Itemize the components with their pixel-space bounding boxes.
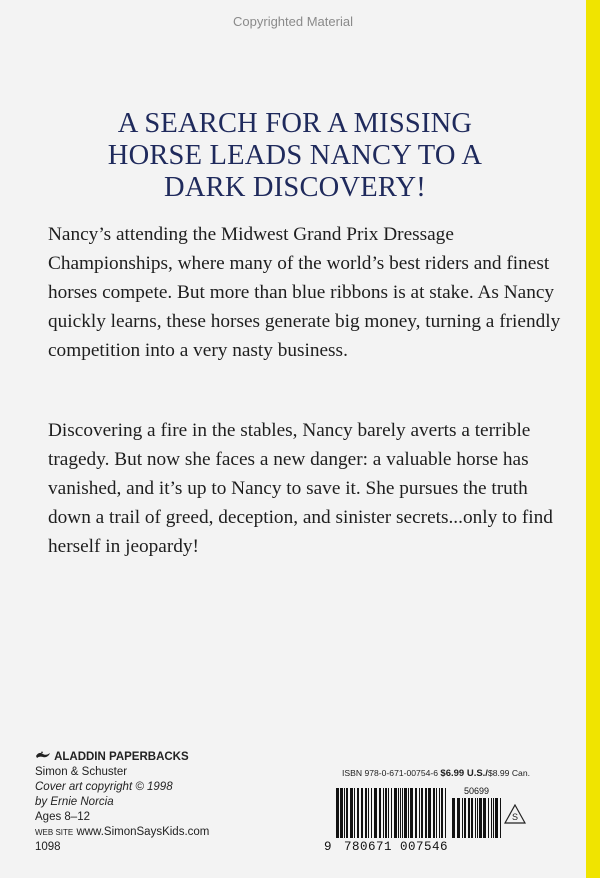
barcode-bar — [445, 788, 446, 838]
barcode-bar — [394, 788, 397, 838]
s-symbol: S — [511, 812, 519, 822]
description-paragraph-2: Discovering a fire in the stables, Nancy barely averts a terrible tragedy. But now she faces a new danger: a valuable horse has vanished, and it’s up to Nancy to save it. She pursues the truth down a trail of greed, deception, and sinister secrets...only to find herself in jeopardy! — [48, 420, 553, 557]
website-url: www.SimonSaysKids.com — [76, 826, 210, 838]
barcode-bar — [425, 788, 427, 838]
headline-line-2: HORSE LEADS NANCY TO A — [107, 140, 483, 171]
isbn-price-line — [342, 768, 582, 779]
barcode-bar — [475, 798, 476, 838]
barcode-bar — [464, 798, 466, 838]
barcode-bar — [344, 788, 345, 838]
warning-triangle-icon — [504, 804, 526, 824]
barcode-bar — [493, 798, 494, 838]
barcode-bar — [462, 798, 463, 838]
age-range: Ages 8–12 — [35, 811, 90, 823]
barcode-bar — [398, 788, 399, 838]
barcode-bar — [408, 788, 409, 838]
headline-line-3: DARK DISCOVERY! — [164, 172, 426, 203]
barcode-bar — [483, 798, 486, 838]
print-code: 1098 — [35, 841, 61, 853]
barcode-bar — [357, 788, 359, 838]
price-us: $6.99 U.S./ — [440, 768, 488, 779]
barcode-bar — [441, 788, 443, 838]
yellow-edge-strip — [586, 0, 600, 878]
barcode-bar — [391, 788, 392, 838]
barcode-bar — [402, 788, 403, 838]
cover-art-credit-2: by Ernie Norcia — [35, 796, 114, 808]
barcode-bar — [385, 788, 387, 838]
barcode-bar — [468, 798, 470, 838]
barcode-bar — [374, 788, 377, 838]
barcode-bar — [488, 798, 489, 838]
barcode-bar — [340, 788, 343, 838]
website-label: WEB SITE — [35, 828, 74, 837]
barcode-bar — [410, 788, 413, 838]
aladdin-lamp-icon — [35, 751, 54, 763]
barcode-bar — [452, 798, 455, 838]
barcode-digits: 780671 007546 — [344, 840, 449, 854]
headline — [60, 108, 530, 204]
publisher-name: Simon & Schuster — [35, 766, 128, 778]
barcode-bar — [361, 788, 363, 838]
addon-barcode-bars — [452, 798, 504, 842]
isbn-number: ISBN 978-0-671-00754-6 — [342, 768, 439, 778]
barcode-bar — [428, 788, 431, 838]
barcode-bar — [371, 788, 372, 838]
barcode-bar — [404, 788, 407, 838]
publisher-info — [35, 750, 285, 855]
ean-barcode-bars — [336, 788, 448, 844]
barcode-bar — [346, 788, 348, 838]
barcode-bar — [439, 788, 440, 838]
barcode-bar — [433, 788, 435, 838]
barcode-bar — [400, 788, 401, 838]
cover-art-credit-1: Cover art copyright © 1998 — [35, 781, 173, 793]
barcode-bar — [495, 798, 498, 838]
barcode-bar — [350, 788, 353, 838]
barcode-lead-digit: 9 — [324, 840, 332, 854]
barcode — [324, 780, 534, 855]
barcode-bar — [500, 798, 501, 838]
barcode-bar — [388, 788, 389, 838]
headline-line-1: A SEARCH FOR A MISSING — [117, 108, 473, 139]
barcode-bar — [383, 788, 384, 838]
barcode-bar — [457, 798, 460, 838]
imprint-line — [35, 750, 285, 765]
barcode-bar — [365, 788, 367, 838]
barcode-addon-digits: 50699 — [464, 786, 490, 796]
imprint-name: ALADDIN PAPERBACKS — [54, 751, 189, 763]
description-paragraph-1: Nancy’s attending the Midwest Grand Prix Dressage Championships, where many of the world’s best riders and finest horses compete. But more than blue ribbons is at stake. As Nancy quickly learns, these horses generate big money, turning a friendly competition into a very nasty business. — [48, 224, 561, 361]
barcode-bar — [471, 798, 473, 838]
website-line — [35, 825, 285, 840]
barcode-bar — [477, 798, 478, 838]
price-can: $8.99 Can. — [487, 768, 530, 778]
barcode-bar — [368, 788, 369, 838]
barcode-bar — [379, 788, 381, 838]
barcode-bar — [491, 798, 492, 838]
barcode-bar — [421, 788, 423, 838]
barcode-bar — [436, 788, 437, 838]
barcode-bar — [479, 798, 482, 838]
barcode-bar — [419, 788, 420, 838]
barcode-bar — [336, 788, 339, 838]
barcode-bar — [415, 788, 417, 838]
barcode-bar — [354, 788, 355, 838]
copyright-watermark: Copyrighted Material — [233, 14, 353, 29]
